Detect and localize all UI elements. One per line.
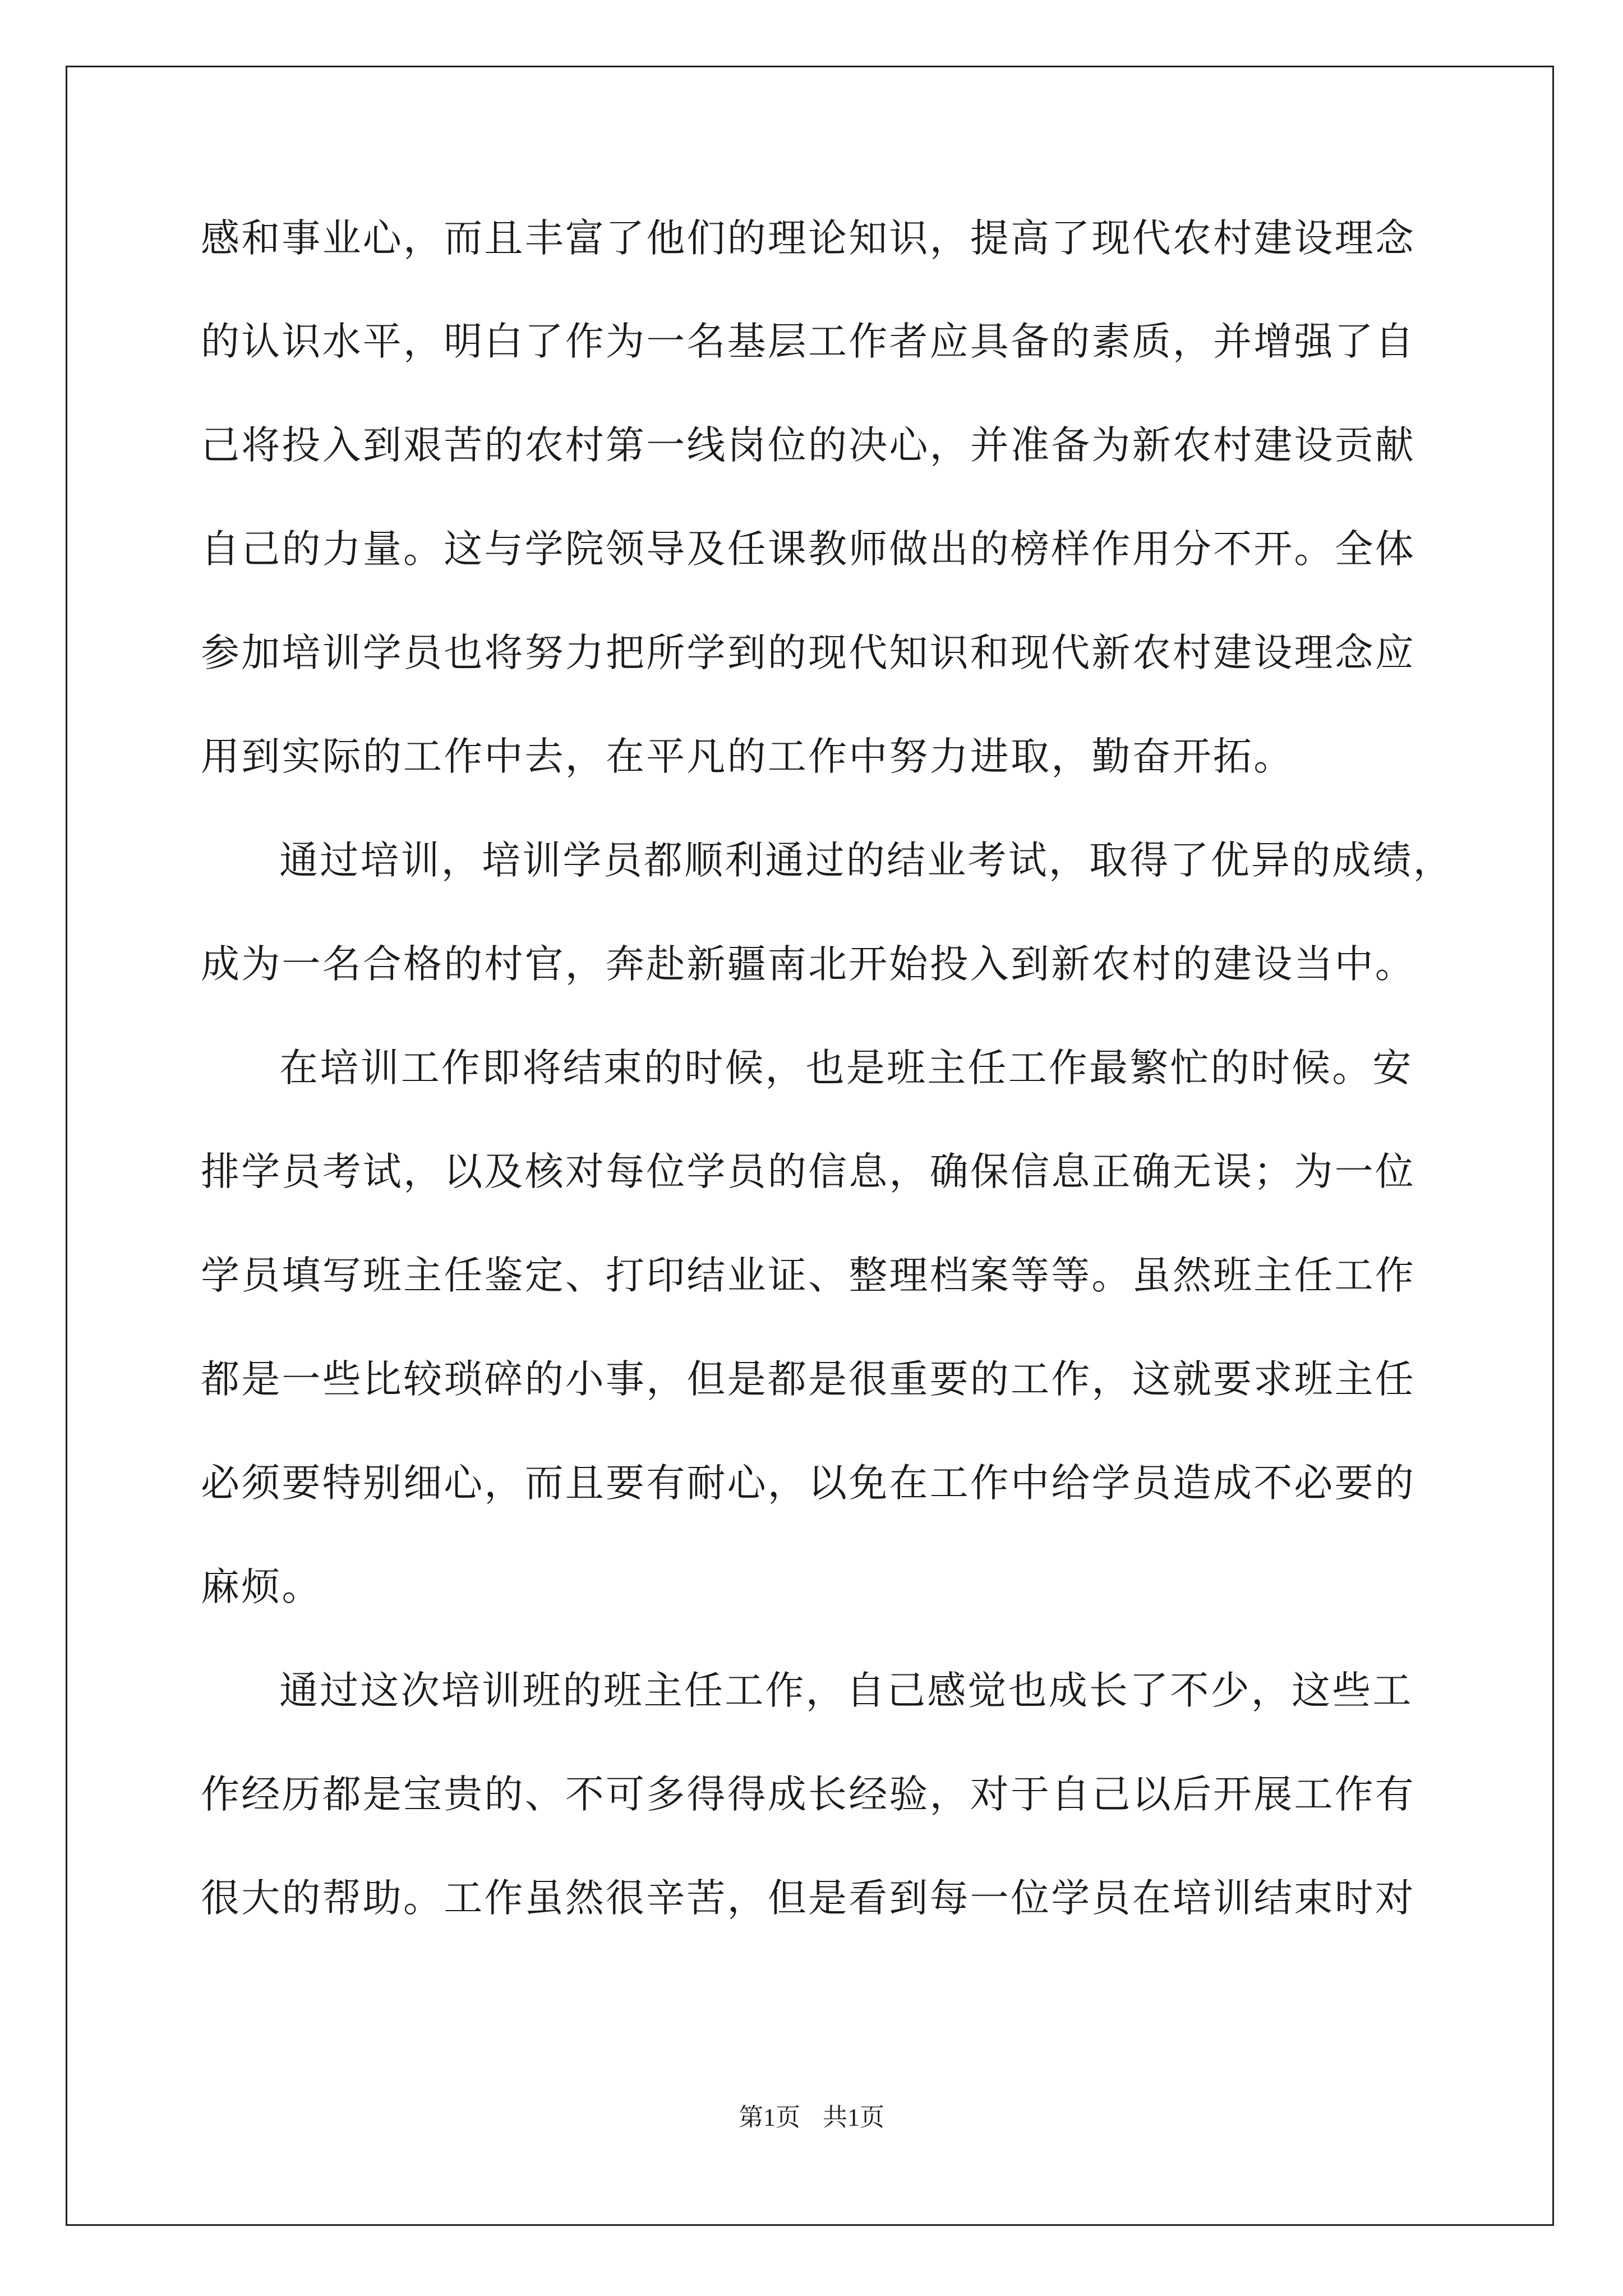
page-number: 第1页 bbox=[739, 2104, 800, 2131]
page-total: 共1页 bbox=[823, 2104, 884, 2131]
text-line: 感和事业心，而且丰富了他们的理论知识，提高了现代农村建设理念 bbox=[201, 216, 1415, 261]
text-line: 己将投入到艰苦的农村第一线岗位的决心，并准备为新农村建设贡献 bbox=[201, 423, 1415, 468]
text-line: 学员填写班主任鉴定、打印结业证、整理档案等等。虽然班主任工作 bbox=[201, 1253, 1415, 1298]
paragraph-first-line: 通过培训，培训学员都顺利通过的结业考试，取得了优异的成绩， bbox=[279, 838, 1454, 883]
page-footer bbox=[0, 2101, 1623, 2134]
paragraph-first-line: 在培训工作即将结束的时候，也是班主任工作最繁忙的时候。安 bbox=[279, 1046, 1413, 1091]
text-line: 成为一名合格的村官，奔赴新疆南北开始投入到新农村的建设当中。 bbox=[201, 942, 1415, 987]
text-line: 作经历都是宝贵的、不可多得得成长经验，对于自己以后开展工作有 bbox=[201, 1772, 1415, 1817]
text-line: 很大的帮助。工作虽然很辛苦，但是看到每一位学员在培训结束时对 bbox=[201, 1876, 1415, 1921]
text-line: 都是一些比较琐碎的小事，但是都是很重要的工作，这就要求班主任 bbox=[201, 1357, 1415, 1402]
text-line: 参加培训学员也将努力把所学到的现代知识和现代新农村建设理念应 bbox=[201, 631, 1415, 675]
text-line: 排学员考试，以及核对每位学员的信息，确保信息正确无误；为一位 bbox=[201, 1149, 1415, 1194]
text-line: 自己的力量。这与学院领导及任课教师做出的榜样作用分不开。全体 bbox=[201, 527, 1415, 572]
paragraph-first-line: 通过这次培训班的班主任工作，自己感觉也成长了不少，这些工 bbox=[279, 1668, 1413, 1713]
text-line: 麻烦。 bbox=[201, 1565, 322, 1609]
text-line: 的认识水平，明白了作为一名基层工作者应具备的素质，并增强了自 bbox=[201, 319, 1415, 364]
text-line: 用到实际的工作中去，在平凡的工作中努力进取，勤奋开拓。 bbox=[201, 734, 1294, 779]
text-line: 必须要特别细心，而且要有耐心，以免在工作中给学员造成不必要的 bbox=[201, 1461, 1415, 1506]
